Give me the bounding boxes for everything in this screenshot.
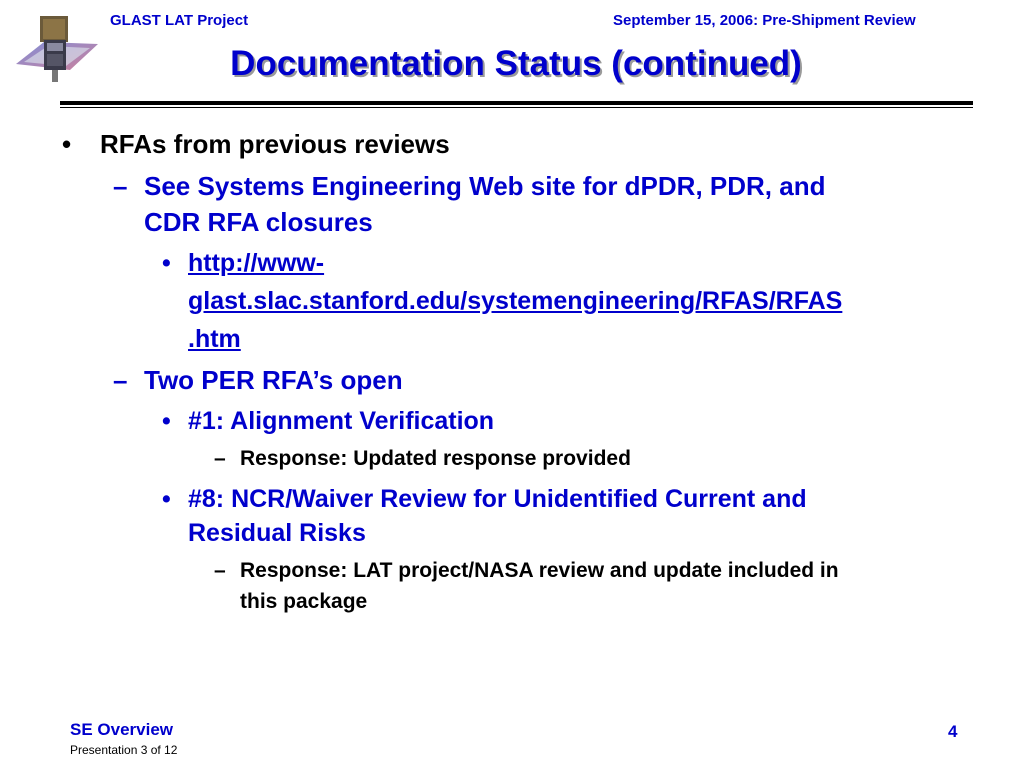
title-divider-thin [60,107,973,108]
rfa-link[interactable] [188,244,842,358]
title-divider-thick [60,101,973,105]
bullet-rfa1-response: Response: Updated response provided [240,447,631,470]
bullet-rfa8-line1: #8: NCR/Waiver Review for Unidentified Current and [188,485,807,513]
slide-title: Documentation Status (continued) [230,44,802,83]
bullet-rfas-previous-reviews: RFAs from previous reviews [100,129,450,159]
dash-marker-icon: – [214,559,226,582]
bullet-two-per-rfas: Two PER RFA’s open [144,365,403,395]
bullet-rfa8-line2: Residual Risks [188,519,366,547]
dash-marker-icon: – [113,365,128,395]
review-date: September 15, 2006: Pre-Shipment Review [613,12,916,29]
footer-section: SE Overview [70,720,174,739]
dash-marker-icon: – [113,171,128,201]
rfa-link-line3[interactable]: .htm [188,325,241,353]
bullet-marker-icon: • [162,249,171,277]
bullet-marker-icon: • [162,407,171,435]
rfa-link-line2[interactable]: glast.slac.stanford.edu/systemengineering/RFAS/RFAS [188,287,843,315]
bullet-marker-icon: • [162,485,171,513]
bullet-marker-icon: • [62,129,72,159]
bullet-rfa8-response-line1: Response: LAT project/NASA review and update included in [240,559,839,582]
bullet-se-website-line2: CDR RFA closures [144,207,373,237]
page-number: 4 [948,722,958,741]
project-name: GLAST LAT Project [110,12,249,29]
bullet-se-website-line1: See Systems Engineering Web site for dPDR, PDR, and [144,171,826,201]
rfa-link-line1[interactable]: http://www- [188,249,325,277]
dash-marker-icon: – [214,447,226,470]
bullet-rfa1: #1: Alignment Verification [188,407,495,435]
bullet-rfa8-response-line2: this package [240,590,368,613]
footer-presentation-count: Presentation 3 of 12 [70,743,178,757]
